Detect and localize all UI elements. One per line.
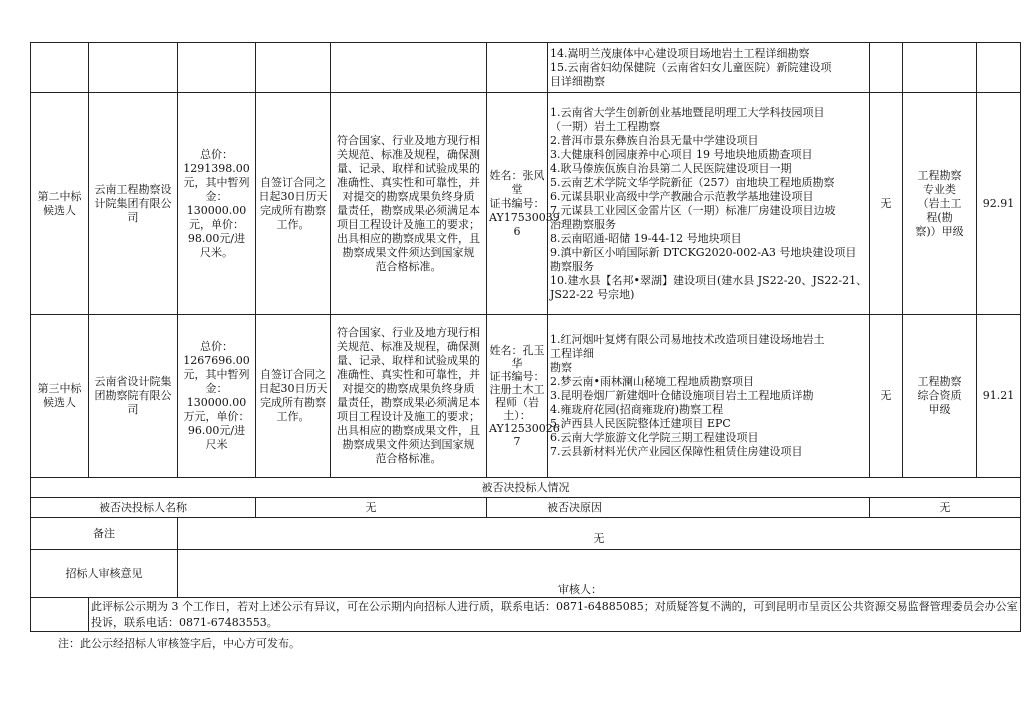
candidate-rank: 第二中标 候选人 — [31, 93, 89, 315]
table-row-notice — [31, 598, 1021, 632]
candidate-other: 无 — [870, 93, 903, 315]
candidate-qualification: 工程勘察 综合资质 甲级 — [903, 315, 977, 478]
candidate-company: 云南省设计院集 团勘察院有限公 司 — [89, 315, 178, 478]
table-row-candidate-3 — [31, 315, 1021, 478]
candidate-quality: 符合国家、行业及地方现行相 关规范、标准及规程，确保测 量、记录、取样和试验成果的 准确性、真实性和可靠性，并 对提交的勘察成果负终身质 量责任，勘察成果必须满足本 项目工程设计及施工的要求； 出具相应的勘察成果文件，且 勘察成果文件须达到国家规 范合格标准。 — [331, 93, 487, 315]
table-row-candidate-2 — [31, 93, 1021, 315]
candidate-quality: 符合国家、行业及地方现行相 关规范、标准及规程，确保测 量、记录、取样和试验成果的 准确性、真实性和可靠性，并 对提交的勘察成果负终身质 量责任，勘察成果必须满足本 项目工程设计及施工的要求； 出具相应的勘察成果文件，且 勘察成果文件须达到国家规 范合格标准。 — [331, 315, 487, 478]
table-row-rejected-title — [31, 478, 1021, 498]
rejected-section-title: 被否决投标人情况 — [31, 478, 1021, 498]
table-row-remarks — [31, 518, 1021, 550]
candidate-other: 无 — [870, 315, 903, 478]
candidate-manager: 姓名：张风 堂 证书编号： AY17530039 6 — [487, 93, 548, 315]
candidate-period: 自签订合同之 日起30日历天 完成所有勘察 工作。 — [256, 93, 331, 315]
review-signer: 审核人： — [178, 550, 1021, 598]
candidate-period: 自签订合同之 日起30日历天 完成所有勘察 工作。 — [256, 315, 331, 478]
table-row-rejected — [31, 498, 1021, 518]
project-list-continued: 14.嵩明兰茂康体中心建设项目场地岩土工程详细勘察 15.云南省妇幼保健院（云南省妇女儿童医院）新院建设项 目详细勘察 — [548, 43, 870, 93]
rejected-reason-value: 无 — [870, 498, 1021, 518]
notice-text: 此评标公示期为 3 个工作日，若对上述公示有异议，可在公示期内向招标人进行质，联系电话：0871-64885085；对质疑答复不满的，可到昆明市呈贡区公共资源交易监督管理委员会办公室投诉，联系电话：0871-67483553。 — [89, 598, 1021, 632]
candidate-score: 91.21 — [977, 315, 1021, 478]
remarks-value: 无 — [178, 518, 1021, 550]
candidate-company: 云南工程勘察设 计院集团有限公 司 — [89, 93, 178, 315]
candidate-qualification: 工程勘察 专业类 （岩土工 程(勘 察)）甲级 — [903, 93, 977, 315]
candidate-rank: 第三中标 候选人 — [31, 315, 89, 478]
table-row-continued — [31, 43, 1021, 93]
candidate-score: 92.91 — [977, 93, 1021, 315]
table-row-review — [31, 550, 1021, 598]
candidate-price: 总价： 1267696.00 元，其中暂列 金：130000.00 万元，单价： 96.00元/进 尺米 — [178, 315, 256, 478]
rejected-name-value: 无 — [256, 498, 487, 518]
candidate-manager: 姓名：孔玉 华 证书编号： 注册土木工 程师（岩 土）： AY12530026 7 — [487, 315, 548, 478]
candidate-price: 总价： 1291398.00 元，其中暂列 金：130000.00 元，单价： 98.00元/进 尺米。 — [178, 93, 256, 315]
candidate-projects: 1.云南省大学生创新创业基地暨昆明理工大学科技园项目 （一期）岩土工程勘察 2.普洱市景东彝族自治县无量中学建设项目 3.大健康科创园康养中心项目 19 号地块地质勘查项目 4.耿马傣族佤族自治县第二人民医院建设项目一期 5.云南艺术学院文华学院新征（257）亩地块工程地质勘察 6.元谋县职业高级中学产教融合示范教学基地建设项目 7.元谋县工业园区金雷片区（一期）标准厂房建设项目边坡 治理勘察服务 8.云南昭通-昭储 19-44-12 号地块项目 9.滇中新区小哨国际新 DTCKG2020-002-A3 号地块建设项目 勘察服务 10.建水县【名邦•翠湖】建设项目(建水县 JS22-20、JS22-21、 JS22-22 号宗地) — [548, 93, 870, 315]
review-label: 招标人审核意见 — [31, 550, 178, 598]
rejected-name-label: 被否决投标人名称 — [31, 498, 256, 518]
footnote: 注：此公示经招标人审核签字后，中心方可发布。 — [58, 637, 300, 650]
candidate-projects: 1.红河烟叶复烤有限公司易地技术改造项目建设场地岩土 工程详细 勘察 2.梦云南•雨林澜山秘境工程地质勘察项目 3.昆明卷烟厂新建烟叶仓储设施项目岩土工程地质详勘 4.雍珑府花园(招商雍珑府)勘察工程 5.泸西县人民医院整体迁建项目 EPC 6.云南大学旅游文化学院三期工程建设项目 7.云县新材料光伏产业园区保障性租赁住房建设项目 — [548, 315, 870, 478]
rejected-reason-label: 被否决原因 — [487, 498, 870, 518]
bid-candidates-table — [30, 42, 1021, 632]
remarks-label: 备注 — [31, 518, 178, 550]
